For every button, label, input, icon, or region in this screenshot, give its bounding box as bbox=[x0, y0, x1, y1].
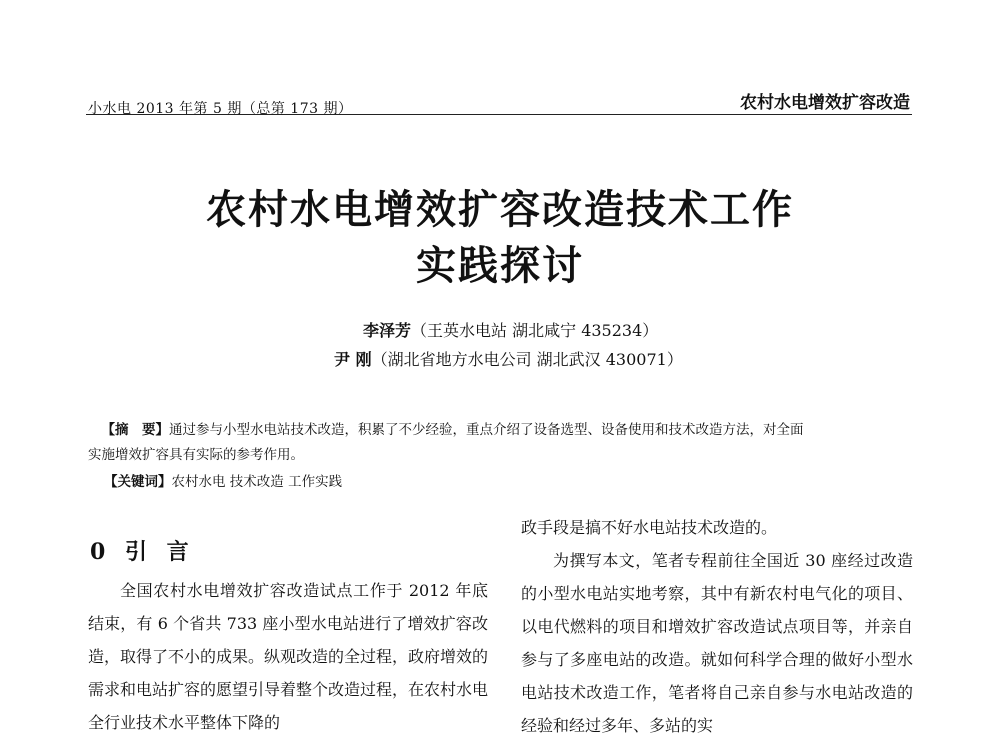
keywords bbox=[104, 470, 342, 490]
title-line-1: 农村水电增效扩容改造技术工作 bbox=[206, 187, 794, 233]
abstract-text-2: 实施增效扩容具有实际的参考作用。 bbox=[88, 447, 304, 463]
left-column bbox=[88, 574, 488, 739]
abstract bbox=[88, 418, 914, 468]
keywords-text: 农村水电 技术改造 工作实践 bbox=[171, 474, 343, 490]
author-2-affiliation: （湖北省地方水电公司 湖北武汉 430071） bbox=[371, 350, 683, 369]
author-2-name: 尹 刚 bbox=[334, 350, 372, 369]
author-1-affiliation: （王英水电站 湖北咸宁 435234） bbox=[411, 321, 659, 340]
abstract-label: 【摘 要】 bbox=[101, 422, 169, 438]
abstract-text-1: 通过参与小型水电站技术改造，积累了不少经验，重点介绍了设备选型、设备使用和技术改造方法，对全面 bbox=[169, 422, 804, 438]
left-paragraph: 全国农村水电增效扩容改造试点工作于 2012 年底结束，有 6 个省共 733 座小型水电站进行了增效扩容改造，取得了不小的成果。纵观改造的全过程，政府增效的需求和电站扩容的愿望引导着整个改造过程，在农村水电全行业技术水平整体下降的 bbox=[88, 581, 489, 732]
header-rule bbox=[86, 114, 912, 115]
column-header: 农村水电增效扩容改造 bbox=[740, 93, 910, 113]
author-1-name: 李泽芳 bbox=[363, 321, 412, 340]
author-1 bbox=[363, 318, 658, 341]
right-paragraph-2: 为撰写本文，笔者专程前往全国近 30 座经过改造的小型水电站实地考察，其中有新农村电气化的项目、以电代燃料的项目和增效扩容改造试点项目等，并亲自参与了多座电站的改造。就如何科学合理的做好小型水电站技术改造工作，笔者将自己亲自参与水电站改造的经验和经过多年、多站的实 bbox=[521, 551, 913, 735]
right-column bbox=[521, 511, 913, 742]
journal-header: 小水电 2013 年第 5 期（总第 173 期） bbox=[88, 101, 353, 117]
right-paragraph-1: 政手段是搞不好水电站技术改造的。 bbox=[521, 518, 778, 537]
keywords-label: 【关键词】 bbox=[104, 474, 172, 490]
section-heading: 0 引 言 bbox=[90, 539, 195, 565]
title-line-2: 实践探讨 bbox=[416, 243, 584, 289]
author-2 bbox=[334, 347, 683, 370]
